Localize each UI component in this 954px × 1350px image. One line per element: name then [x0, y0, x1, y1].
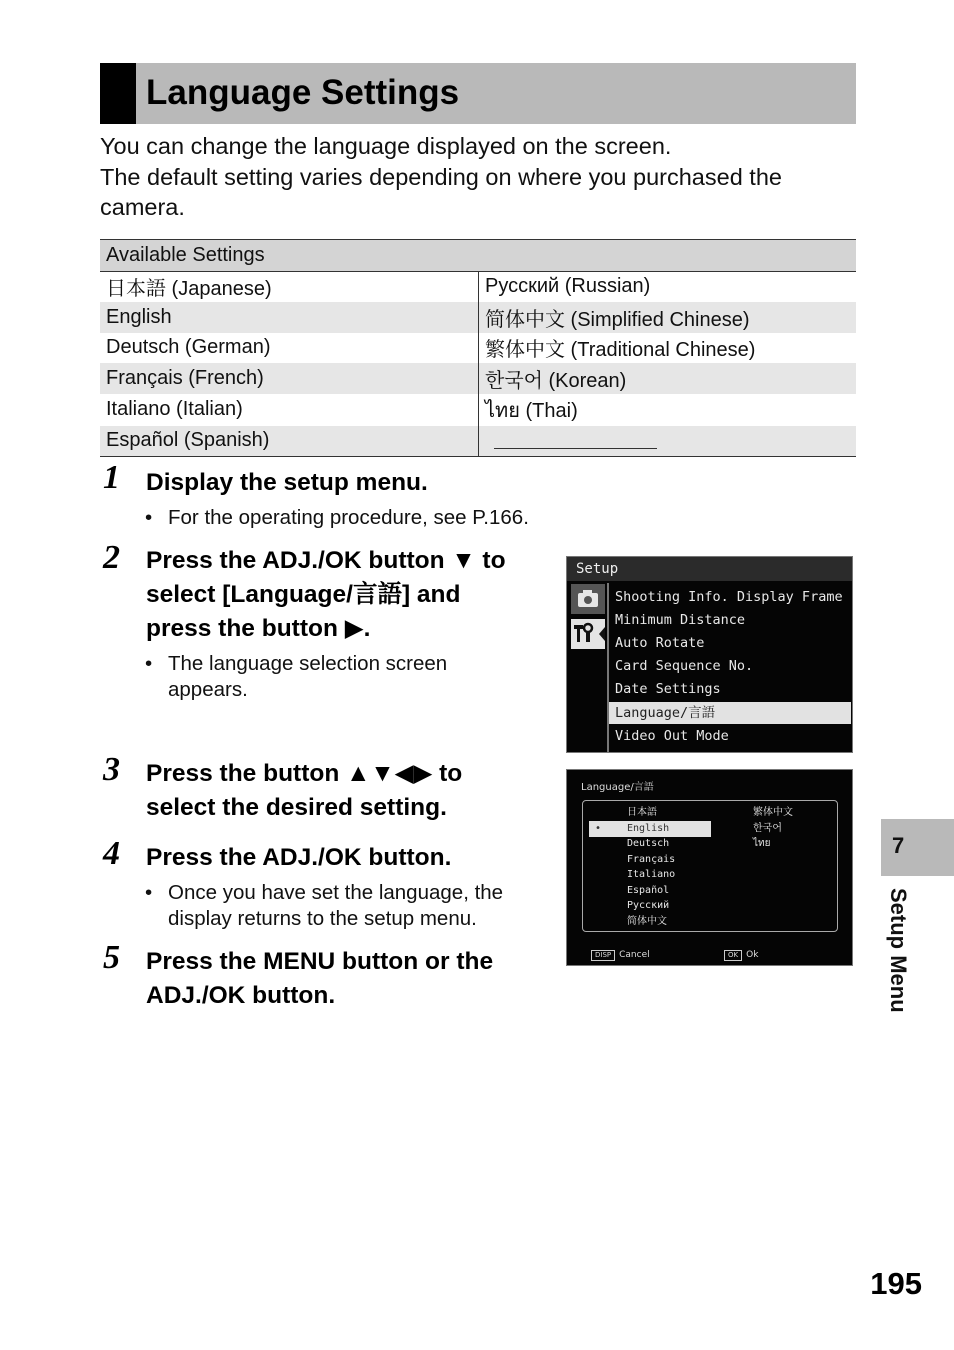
table-cell: ไทย (Thai): [485, 399, 578, 422]
selection-dot: •: [595, 823, 602, 834]
table-row: [100, 426, 856, 457]
step-bullet: [145, 505, 588, 531]
title-bar: [100, 63, 856, 124]
ok-key-badge: OK: [724, 950, 742, 961]
step-title-line: press the button ▶.: [146, 615, 371, 642]
chapter-tab: [881, 819, 954, 876]
intro-line-1: You can change the language displayed on the screen.: [100, 133, 672, 159]
table-cell: Italiano (Italian): [100, 394, 479, 426]
bullet-dot: •: [145, 652, 153, 675]
language-option-label: English: [627, 823, 670, 834]
table-row: [100, 363, 856, 394]
bullet-dot: •: [145, 506, 153, 529]
language-option-selected: [589, 821, 711, 837]
setup-menu-item-selected: Language/言語: [609, 702, 851, 724]
language-option: ไทย: [753, 838, 771, 849]
language-screen-footer: [591, 950, 841, 961]
bullet-text: Once you have set the language, the: [168, 881, 504, 904]
language-option: Español: [627, 885, 670, 896]
bullet-dot: •: [145, 881, 153, 904]
step-title-line: Press the MENU button or the: [146, 948, 494, 975]
empty-dash: [494, 448, 657, 449]
table-cell: Español (Spanish): [100, 426, 479, 457]
step-number: 5: [103, 939, 120, 976]
step-number: 4: [103, 835, 120, 872]
step-title-line: Press the button ▲▼◀▶ to: [146, 760, 463, 787]
table-row: [100, 333, 856, 364]
setup-screen-header: Setup: [567, 557, 852, 581]
chapter-label-text: Setup Menu: [886, 888, 911, 1013]
language-option: 简体中文: [627, 916, 667, 927]
language-option: 繁体中文: [753, 807, 793, 818]
step-number: 2: [103, 539, 120, 576]
intro-line-2: The default setting varies depending on where you purchased the camera.: [100, 163, 782, 220]
page-title: Language Settings: [146, 73, 460, 112]
table-cell: Français (French): [100, 363, 479, 394]
chapter-label: [884, 888, 914, 1038]
cancel-label: Cancel: [619, 950, 650, 960]
language-list-box: [582, 800, 838, 932]
table-cell: 한국어 (Korean): [479, 363, 857, 394]
title-block: [100, 63, 136, 124]
language-option: Italiano: [627, 869, 676, 880]
language-option: Deutsch: [627, 838, 670, 849]
wrench-icon: [571, 619, 605, 649]
table-cell: English: [100, 302, 479, 333]
step-title: Display the setup menu.: [146, 469, 428, 496]
setup-menu-item: Date Settings: [615, 681, 721, 697]
intro-text: [100, 131, 860, 223]
setup-menu-item: Card Sequence No.: [615, 658, 754, 674]
step-title: [146, 544, 556, 646]
step-number: 3: [103, 751, 120, 788]
table-header: Available Settings: [100, 240, 856, 272]
table-row: [100, 394, 856, 426]
setup-menu-item: Minimum Distance: [615, 612, 746, 628]
language-option: Français: [627, 854, 676, 865]
step-bullet: [145, 651, 548, 703]
table-cell: Deutsch (German): [100, 333, 479, 364]
ok-label: Ok: [746, 950, 759, 960]
setup-menu-item: Shooting Info. Display Frame: [615, 589, 843, 605]
bullet-text: For the operating procedure, see P.166.: [168, 506, 529, 529]
language-option: 日本語: [627, 807, 657, 818]
language-screen-header: Language/言語: [581, 782, 654, 793]
camera-icon: [571, 584, 605, 614]
step-title-line: select [Language/言語] and: [146, 581, 461, 608]
bullet-text: appears.: [168, 678, 248, 701]
disp-key-badge: DISP: [591, 950, 615, 961]
language-option: 한국어: [753, 823, 782, 834]
table-cell: 繁体中文 (Traditional Chinese): [485, 339, 756, 362]
available-settings-table: [100, 239, 856, 457]
bullet-text: display returns to the setup menu.: [168, 907, 477, 930]
ok-hint: [724, 950, 758, 961]
table-cell: Русский (Russian): [485, 275, 651, 298]
table-cell: 简体中文 (Simplified Chinese): [479, 302, 857, 333]
table-cell-empty: [479, 426, 857, 457]
step-title-line: Press the ADJ./OK button ▼ to: [146, 547, 506, 574]
step-title: [146, 757, 556, 825]
step-title: Press the ADJ./OK button.: [146, 844, 452, 871]
language-screen-screenshot: [566, 769, 853, 966]
table-row: [100, 271, 856, 302]
setup-divider: [607, 583, 609, 752]
table-header-row: [100, 240, 856, 272]
step-number: 1: [103, 459, 120, 496]
step-title-line: ADJ./OK button.: [146, 982, 336, 1009]
step-title: [146, 945, 556, 1013]
page-number: 195: [870, 1266, 922, 1301]
chapter-number: 7: [892, 833, 905, 858]
setup-tabs: [571, 584, 605, 749]
setup-menu-screenshot: [566, 556, 853, 753]
language-option: Русский: [627, 900, 670, 911]
table-cell: 日本語 (Japanese): [100, 271, 479, 302]
setup-menu-item: Video Out Mode: [615, 728, 729, 744]
bullet-text: The language selection screen: [168, 652, 448, 675]
step-title-line: select the desired setting.: [146, 794, 447, 821]
table-row: [100, 302, 856, 333]
step-bullet: [145, 880, 558, 932]
setup-menu-item: Auto Rotate: [615, 635, 705, 651]
